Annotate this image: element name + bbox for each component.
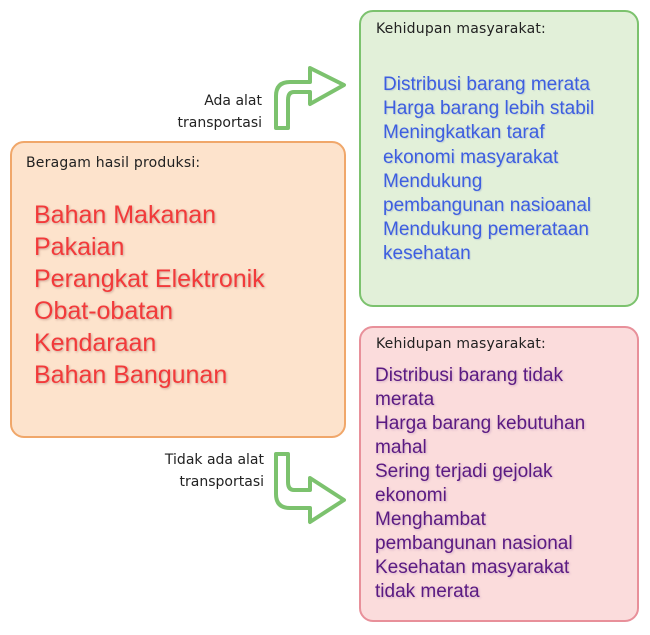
with-transport-title: Kehidupan masyarakat: [376,21,546,37]
list-item: Bahan Makanan [34,201,217,229]
list-item: tidak merata [375,581,480,602]
list-item: pembangunan nasional [375,533,573,554]
with-transport-list [383,73,594,267]
label-line: Tidak ada alat [164,452,264,468]
production-title: Beragam hasil produksi: [26,155,201,171]
production-box [10,141,346,438]
without-transport-box [359,326,639,622]
label-line: transportasi [177,115,262,131]
arrow-up-right-icon [268,38,352,134]
list-item: mahal [375,437,427,458]
without-transport-title: Kehidupan masyarakat: [376,336,546,352]
list-item: Kendaraan [34,329,157,357]
label-line: transportasi [179,474,264,490]
label-with-transport [178,90,262,134]
list-item: Menghambat [375,509,486,530]
list-item: kesehatan [383,243,471,265]
list-item: Meningkatkan taraf [383,122,545,144]
list-item: merata [375,389,435,410]
list-item: Distribusi barang tidak [375,365,563,386]
with-transport-box [359,10,639,307]
list-item: Distribusi barang merata [383,74,590,95]
list-item: Harga barang lebih stabil [383,98,595,120]
list-item: pembangunan nasioanal [383,195,592,217]
list-item: ekonomi [375,485,447,506]
list-item: Bahan Bangunan [34,361,228,389]
list-item: Perangkat Elektronik [34,265,265,293]
list-item: Sering terjadi gejolak [375,461,553,482]
label-without-transport [165,449,264,493]
list-item: ekonomi masyarakat [383,146,559,168]
list-item: Kesehatan masyarakat [375,557,570,578]
label-line: Ada alat [204,93,262,109]
list-item: Obat-obatan [34,297,173,325]
arrow-down-right-icon [268,448,352,548]
list-item: Harga barang kebutuhan [375,413,586,434]
without-transport-list [375,364,585,604]
list-item: Mendukung pemerataan [383,219,589,241]
list-item: Mendukung [383,170,483,192]
list-item: Pakaian [34,233,125,261]
production-list [34,199,265,391]
